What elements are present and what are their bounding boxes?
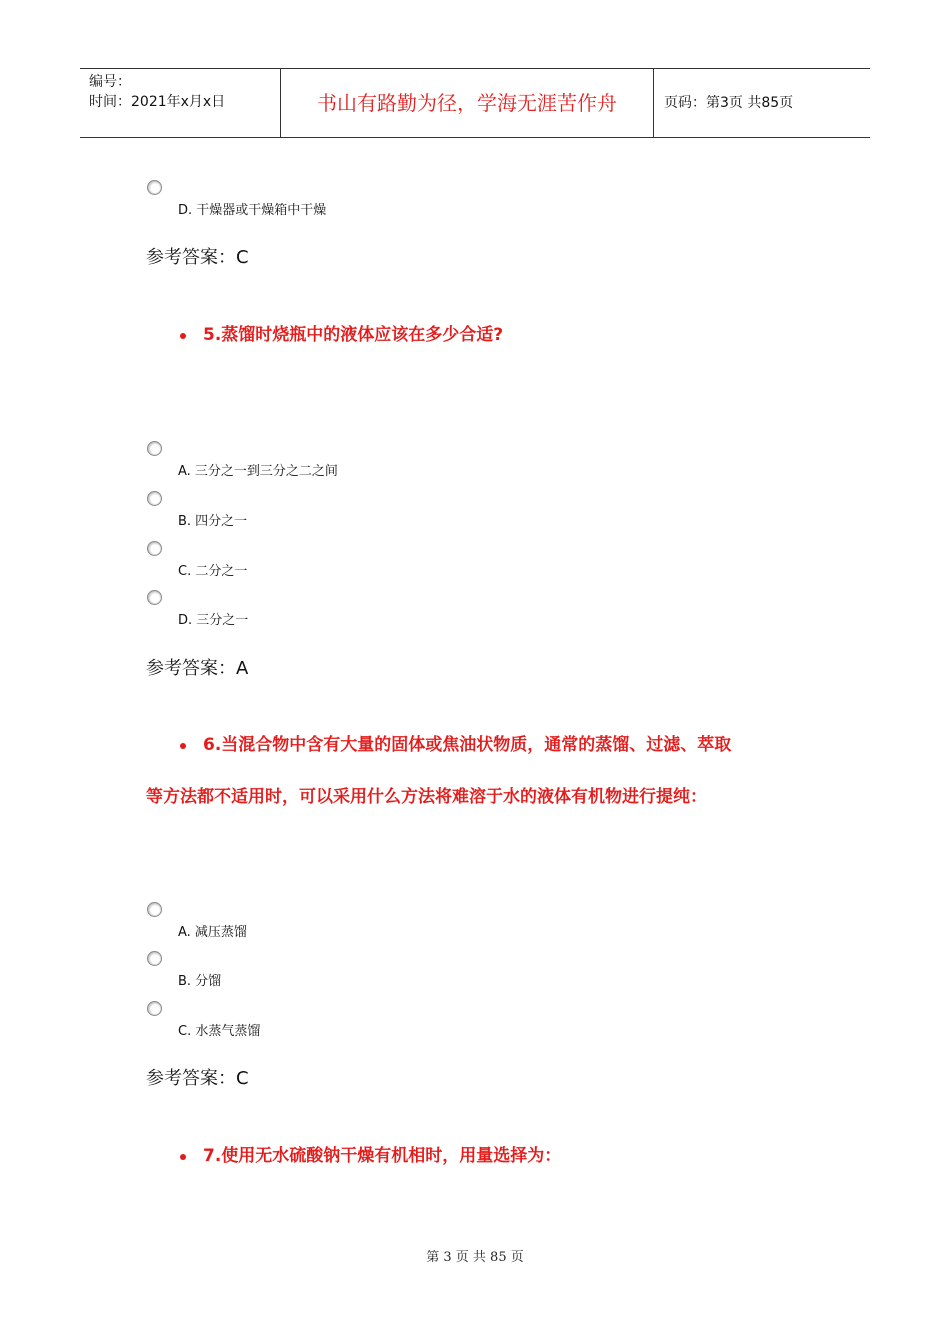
option-label: B. 分馏 (178, 974, 222, 989)
option-label: A. 减压蒸馏 (178, 925, 247, 940)
radio-q5-a[interactable] (147, 441, 162, 456)
radio-q6-c[interactable] (147, 1001, 162, 1016)
radio-q5-c[interactable] (147, 541, 162, 556)
option-label: D. 干燥器或干燥箱中干燥 (178, 203, 327, 218)
radio-option-d-prev[interactable] (147, 180, 162, 195)
question-5: 5.蒸馏时烧瓶中的液体应该在多少合适? (203, 325, 504, 345)
question-6-line-2: 等方法都不适用时，可以采用什么方法将难溶于水的液体有机物进行提纯： (146, 787, 707, 807)
option-label: A. 三分之一到三分之二之间 (178, 464, 338, 479)
option-label: D. 三分之一 (178, 613, 249, 628)
page-info: 页码：第3页 共85页 (664, 95, 794, 111)
question-bullet (180, 1154, 186, 1160)
question-bullet (180, 333, 186, 339)
header-left-cell (80, 69, 281, 137)
reference-answer: 参考答案：C (146, 1068, 249, 1089)
reference-answer: 参考答案：A (146, 658, 249, 679)
radio-q6-b[interactable] (147, 951, 162, 966)
reference-answer: 参考答案：C (146, 247, 249, 268)
question-bullet (180, 743, 186, 749)
radio-q5-d[interactable] (147, 590, 162, 605)
question-7: 7.使用无水硫酸钠干燥有机相时，用量选择为： (203, 1146, 562, 1166)
option-label: C. 二分之一 (178, 564, 248, 579)
radio-q5-b[interactable] (147, 491, 162, 506)
radio-q6-a[interactable] (147, 902, 162, 917)
option-label: B. 四分之一 (178, 514, 248, 529)
page-footer: 第 3 页 共 85 页 (426, 1250, 524, 1265)
motto: 书山有路勤为径，学海无涯苦作舟 (281, 69, 654, 137)
number-label: 编号： (89, 74, 131, 90)
question-6-line-1: 6.当混合物中含有大量的固体或焦油状物质，通常的蒸馏、过滤、萃取 (203, 735, 732, 755)
option-label: C. 水蒸气蒸馏 (178, 1024, 261, 1039)
page-header (80, 68, 870, 138)
date-label: 时间：2021年x月x日 (89, 94, 226, 110)
